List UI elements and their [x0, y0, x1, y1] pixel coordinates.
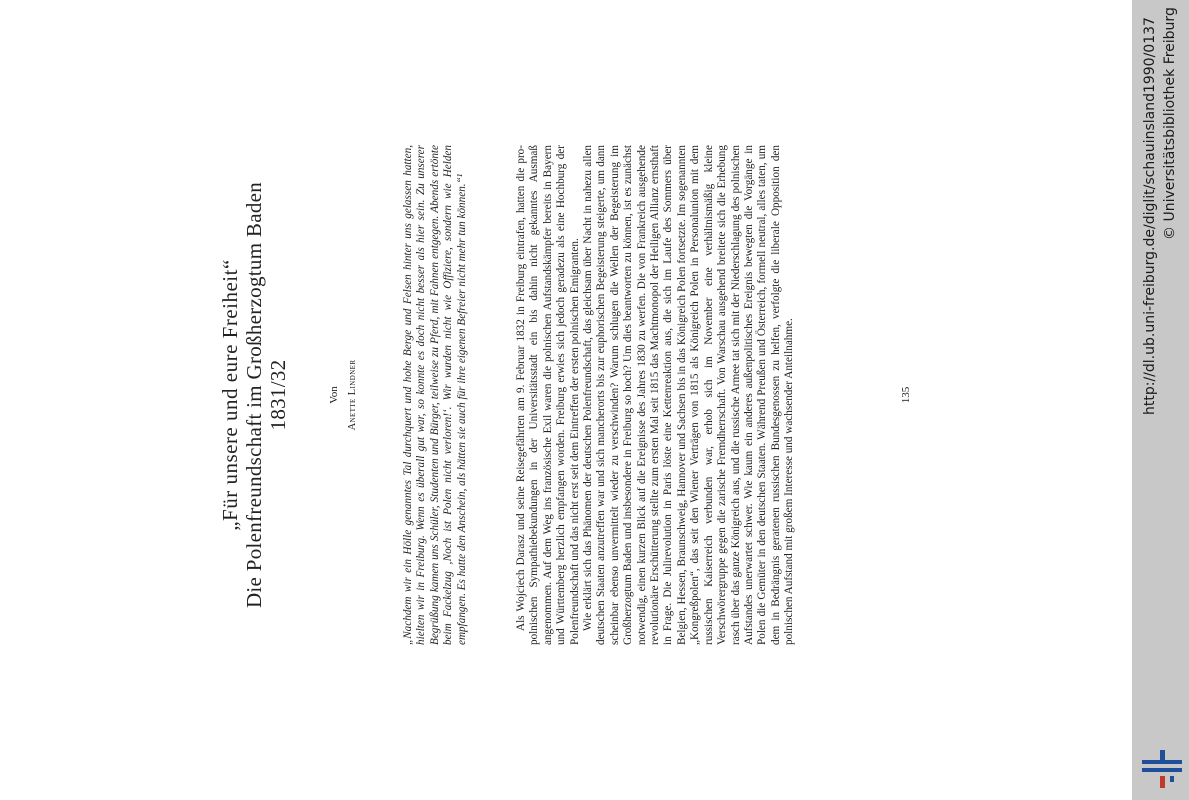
title-line-1: „Für unsere und eure Freiheit“	[218, 259, 242, 531]
author-name: Anette Lindner	[347, 359, 358, 431]
document-content	[210, 145, 910, 645]
article-title	[218, 145, 290, 645]
page-number: 135	[900, 386, 912, 404]
paragraph: Wie erklärt sich das Phänomen der deutschen Polenfreundschaft, das gleichsam über Nacht in nahezu allen deutschen Staaten anzutreffen war und sich mancherorts bis zur euphorischen Begeisterung steigerte, um dann scheinbar ebenso unvermittelt wieder zu verschwinden? Warum schlugen die Wellen der Begeisterung im Großherzogtum Baden und insbesondere in Freiburg so hoch? Um dies beantworten zu können, ist es zunächst notwendig, einen kurzen Blick auf die Ereignisse des Jahres 1830 zu werfen. Die von Frankreich ausgehende revolutionäre Erschütterung stellte zum ersten Mal seit 1815 das Machtmonopol der Heiligen Allianz ernsthaft in Frage. Die Julirevolution in Paris löste eine Kettenreaktion aus, die sich im Laufe des Sommers über Belgien, Hessen, Braunschweig, Hannover und Sachsen bis in das Königreich Polen fortsetzte. Im sogenannten „Kongreßpolen“, das seit den Wiener Verträgen von 1815 als Königreich Polen in Personalunion mit dem russischen Kaiserreich verbunden war, erhob sich im November eine verhältnismäßig kleine Verschwörergruppe gegen die zarische Fremdherrschaft. Von Warschau ausgehend breitete sich die Erhebung rasch über das ganze Königreich aus, und die russische Armee tat sich mit der Niederschlagung des polnischen Aufstandes unerwartet schwer. Wie kaum ein anderes außenpolitisches Ereignis bewegten die Vorgänge in Polen die Gemüter in den deutschen Staaten. Während Preußen und Österreich, formell neutral, alles taten, um dem in Bedrängnis geratenen russischen Bundesgenossen zu helfen, verfolgte die liberale Opposition den polnischen Aufstand mit großem Interesse und wachsender Anteilnahme.	[582, 145, 796, 645]
logo-bar	[1160, 750, 1165, 760]
paragraph: Als Wojciech Darasz und seine Reisegefährten am 9. Februar 1832 in Freiburg eintrafen, hatten die pro-polnischen Sympathiebekundungen in der Universitätsstadt ein bis dahin nicht gekanntes Ausmaß angenommen. Auf dem Weg ins französische Exil waren die polnischen Aufstandskämpfer bereits in Bayern und Württemberg herzlich empfangen worden. Freiburg erwies sich jedoch geradezu als eine Hochburg der Polenfreundschaft und das nicht erst seit dem Eintreffen der ersten polnischen Emigranten.	[515, 145, 581, 645]
epigraph-quote: „Nachdem wir ein Hölle genanntes Tal durchquert und hohe Berge und Felsen hinter uns gelassen hatten, hielten wir in Freiburg. Wenn es überall gut war, so konnte es doch nicht besser als hier sein. Zu unserer Begrüßung kamen uns Schüler, Studenten und Bürger, teilweise zu Pferd, mit Fahnen entgegen. Abends ertönte beim Fackelzug ‚Noch ist Polen nicht verloren!‘. Wir wurden nicht wie Offiziere, sondern wie Helden empfangen. Es hatte den Anschein, als hätten sie auch für ihre eigenen Befreier nicht mehr tun können.“¹	[402, 145, 468, 645]
logo-bar	[1160, 776, 1165, 788]
ub-freiburg-logo-icon	[1140, 746, 1184, 792]
title-line-2: Die Polenfreundschaft im Großherzogtum Baden 1831/32	[242, 181, 290, 609]
logo-bar	[1142, 768, 1182, 772]
source-url-link[interactable]: http://dl.ub.uni-freiburg.de/diglit/schauinsland1990/0137	[1142, 17, 1158, 415]
byline-von: Von	[328, 386, 340, 404]
logo-bar	[1170, 776, 1174, 782]
rotated-document-page	[210, 145, 910, 645]
copyright-notice: © Universitätsbibliothek Freiburg	[1162, 7, 1178, 240]
logo-bar	[1142, 760, 1182, 764]
body-text	[515, 145, 797, 645]
sidebar-text-block	[1137, 0, 1183, 800]
